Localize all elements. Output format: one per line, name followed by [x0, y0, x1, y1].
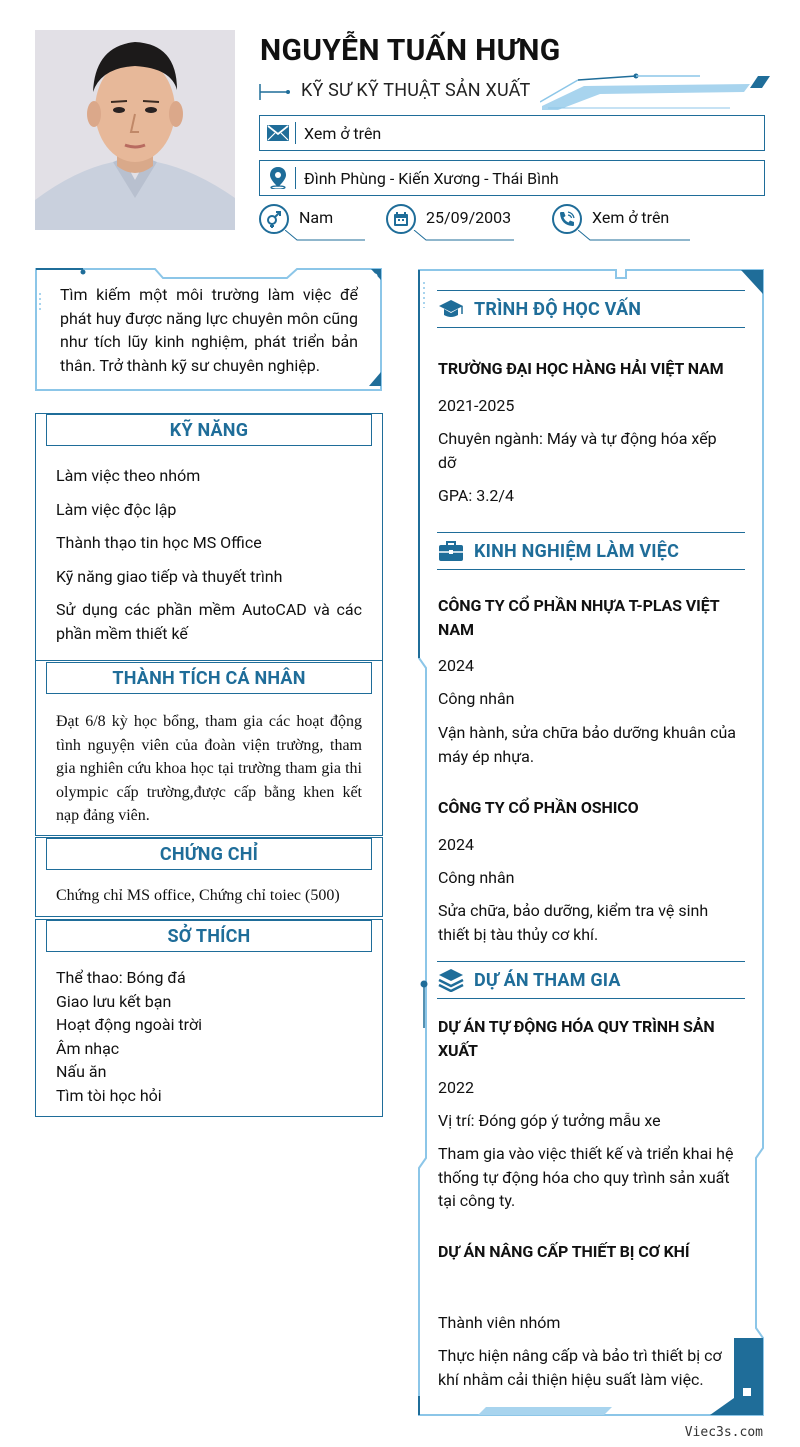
candidate-name: NGUYỄN TUẤN HƯNG [260, 33, 561, 68]
list-item: Kỹ năng giao tiếp và thuyết trình [56, 566, 283, 586]
list-item: Sử dụng các phần mềm AutoCAD và các phần mềm thiết kế [56, 600, 362, 643]
list-item: Thành thạo tin học MS Office [56, 533, 262, 552]
location-pin-icon [260, 167, 296, 189]
job-role: Công nhân [438, 689, 515, 708]
gender-value: Nam [299, 208, 334, 227]
email-value: Xem ở trên [304, 123, 382, 143]
project-name: DỰ ÁN NÂNG CẤP THIẾT BỊ CƠ KHÍ [438, 1242, 690, 1261]
hobbies-list [56, 966, 362, 1107]
briefcase-icon [437, 537, 465, 565]
certificates-title: CHỨNG CHỈ [46, 838, 372, 870]
job-description: Sửa chữa, bảo dưỡng, kiểm tra vệ sinh thiết bị tàu thủy cơ khí. [438, 901, 709, 944]
achievements-section [35, 660, 383, 836]
hobbies-section [35, 919, 383, 1117]
list-item: Làm việc theo nhóm [56, 466, 201, 485]
project-description: Thực hiện nâng cấp và bảo trì thiết bị cơ khí nhằm cải thiện hiệu suất làm việc. [438, 1346, 722, 1389]
certificates-section [35, 837, 383, 917]
projects-title: DỰ ÁN THAM GIA [474, 969, 621, 991]
skills-section [35, 413, 383, 661]
phone-info [552, 204, 692, 244]
education-major: Chuyên ngành: Máy và tự động hóa xếp dỡ [438, 429, 717, 472]
gender-underline [285, 230, 365, 242]
address-value: Đình Phùng - Kiến Xương - Thái Bình [304, 168, 559, 188]
job-year: 2024 [438, 656, 474, 675]
list-item: Giao lưu kết bạn [56, 991, 172, 1011]
job-role: Công nhân [438, 868, 515, 887]
address-field [259, 160, 765, 196]
list-item: Nấu ăn [56, 1062, 107, 1081]
project-role: Thành viên nhóm [438, 1313, 561, 1332]
title-connector-line [259, 82, 291, 102]
projects-header [437, 961, 745, 999]
certificates-text: Chứng chỉ MS office, Chứng chỉ toiec (500) [56, 887, 340, 904]
footer-watermark: Viec3s.com [684, 1425, 763, 1440]
list-item: Thể thao: Bóng đá [56, 968, 186, 987]
profile-photo [35, 30, 235, 230]
job-company: CÔNG TY CỔ PHẦN NHỰA T-PLAS VIỆT NAM [438, 596, 720, 639]
project-description: Tham gia vào việc thiết kế và triển khai hệ thống tự động hóa cho quy trình sản xuất tại công ty. [438, 1144, 734, 1210]
layers-icon [437, 966, 465, 994]
education-header [437, 290, 745, 328]
email-field [259, 115, 765, 151]
birthday-underline [412, 230, 516, 242]
phone-value: Xem ở trên [592, 208, 670, 227]
experience-title: KINH NGHIỆM LÀM VIỆC [474, 540, 680, 562]
envelope-icon [260, 122, 296, 144]
project-year: 2022 [438, 1078, 474, 1097]
education-title: TRÌNH ĐỘ HỌC VẤN [474, 298, 642, 320]
career-objective: Tìm kiếm một môi trường làm việc để phát huy được năng lực chuyên môn cũng như tích lũy kinh nghiệm, phát triển bản thân. Trở thành kỹ sư chuyên nghiệp. [60, 285, 358, 375]
skills-title: KỸ NĂNG [46, 414, 372, 446]
experience-header [437, 532, 745, 570]
job-title: KỸ SƯ KỸ THUẬT SẢN XUẤT [301, 80, 531, 101]
phone-underline [578, 230, 690, 242]
education-years: 2021-2025 [438, 396, 515, 415]
list-item: Âm nhạc [56, 1038, 120, 1058]
job-year: 2024 [438, 835, 474, 854]
achievements-title: THÀNH TÍCH CÁ NHÂN [46, 662, 372, 694]
header-decoration [540, 72, 770, 112]
project-name: DỰ ÁN TỰ ĐỘNG HÓA QUY TRÌNH SẢN XUẤT [438, 1017, 715, 1060]
graduation-cap-icon [437, 295, 465, 323]
birthday-info [386, 204, 516, 244]
list-item: Hoạt động ngoài trời [56, 1015, 202, 1034]
school-name: TRƯỜNG ĐẠI HỌC HÀNG HẢI VIỆT NAM [438, 359, 724, 378]
job-company: CÔNG TY CỔ PHẦN OSHICO [438, 798, 639, 817]
education-gpa: GPA: 3.2/4 [438, 486, 514, 505]
project-role: Vị trí: Đóng góp ý tưởng mẫu xe [438, 1111, 661, 1130]
gender-info [259, 204, 369, 244]
skills-list [56, 464, 362, 655]
list-item: Tìm tòi học hỏi [56, 1085, 162, 1105]
birthday-value: 25/09/2003 [426, 208, 512, 227]
hobbies-title: SỞ THÍCH [46, 920, 372, 952]
achievements-text: Đạt 6/8 kỳ học bổng, tham gia các hoạt động tình nguyện viên của đoàn viện trường, tham gia nghiên cứu khoa học tại trường tham gia thi olympic cấp trường,được cấp bằng khen kết nạp đảng viên. [56, 713, 362, 824]
list-item: Làm việc độc lập [56, 499, 177, 519]
job-description: Vận hành, sửa chữa bảo dưỡng khuân của máy ép nhựa. [438, 723, 736, 766]
